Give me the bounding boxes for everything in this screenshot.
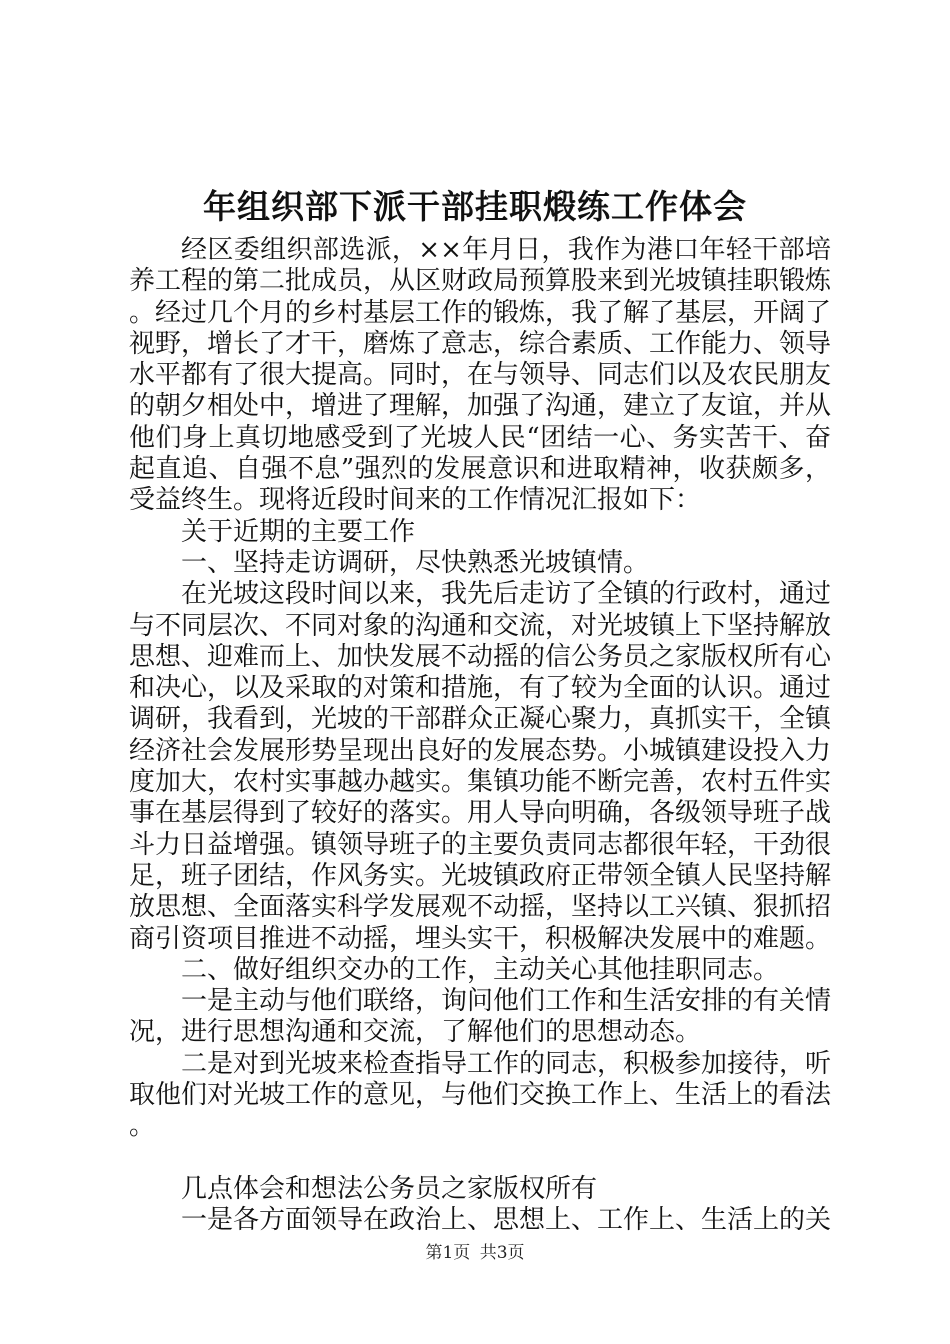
page-number: 第1页 [425,1243,471,1263]
subheading-organization-work: 二、做好组织交办的工作，主动关心其他挂职同志。 [181,954,780,985]
paragraph-spacer [129,1143,831,1174]
paragraph-reception: 二是对到光坡来检查指导工作的同志，积极参加接待，听取他们对光坡工作的意见，与他们交换工作上、生活上的看法。 [129,1048,832,1142]
paragraph-intro: 经区委组织部选派，××年月日，我作为港口年轻干部培养工程的第二批成员，从区财政局预算股来到光坡镇挂职锻炼。经过几个月的乡村基层工作的锻炼，我了解了基层，开阔了视野，增长了才干，磨炼了意志，综合素质、工作能力、领导水平都有了很大提高。同时，在与领导、同志们以及农民朋友的朝夕相处中，增进了理解，加强了沟通，建立了友谊，并从他们身上真切地感受到了光坡人民“团结一心、务实苦干、奋起直追、自强不息”强烈的发展意识和进取精神，收获颇多，受益终生。现将近段时间来的工作情况汇报如下： [129,235,832,516]
section-heading-reflections: 几点体会和想法公务员之家版权所有 [181,1173,598,1204]
document-body [129,235,831,1237]
paragraph-research: 在光坡这段时间以来，我先后走访了全镇的行政村，通过与不同层次、不同对象的沟通和交流，对光坡镇上下坚持解放思想、迎难而上、加快发展不动摇的信公务员之家版权所有心和决心，以及采取的对策和措施，有了较为全面的认识。通过调研，我看到，光坡的干部群众正凝心聚力，真抓实干，全镇经济社会发展形势呈现出良好的发展态势。小城镇建设投入力度加大，农村实事越办越实。集镇功能不断完善，农村五件实事在基层得到了较好的落实。用人导向明确，各级领导班子战斗力日益增强。镇领导班子的主要负责同志都很年轻，干劲很足，班子团结，作风务实。光坡镇政府正带领全镇人民坚持解放思想、全面落实科学发展观不动摇，坚持以工兴镇、狠抓招商引资项目推进不动摇，埋头实干，积极解决发展中的难题。 [129,579,832,954]
paragraph-contact-colleagues: 一是主动与他们联络，询问他们工作和生活安排的有关情况，进行思想沟通和交流，了解他们的思想动态。 [129,986,832,1048]
document-title: 年组织部下派干部挂职煅练工作体会 [203,187,747,226]
section-heading-main-work: 关于近期的主要工作 [181,516,416,547]
subheading-research: 一、坚持走访调研，尽快熟悉光坡镇情。 [181,547,650,578]
paragraph-leadership: 一是各方面领导在政治上、思想上、工作上、生活上的关 [181,1205,832,1236]
page-footer [0,1241,950,1265]
page-total: 共3页 [479,1243,525,1263]
